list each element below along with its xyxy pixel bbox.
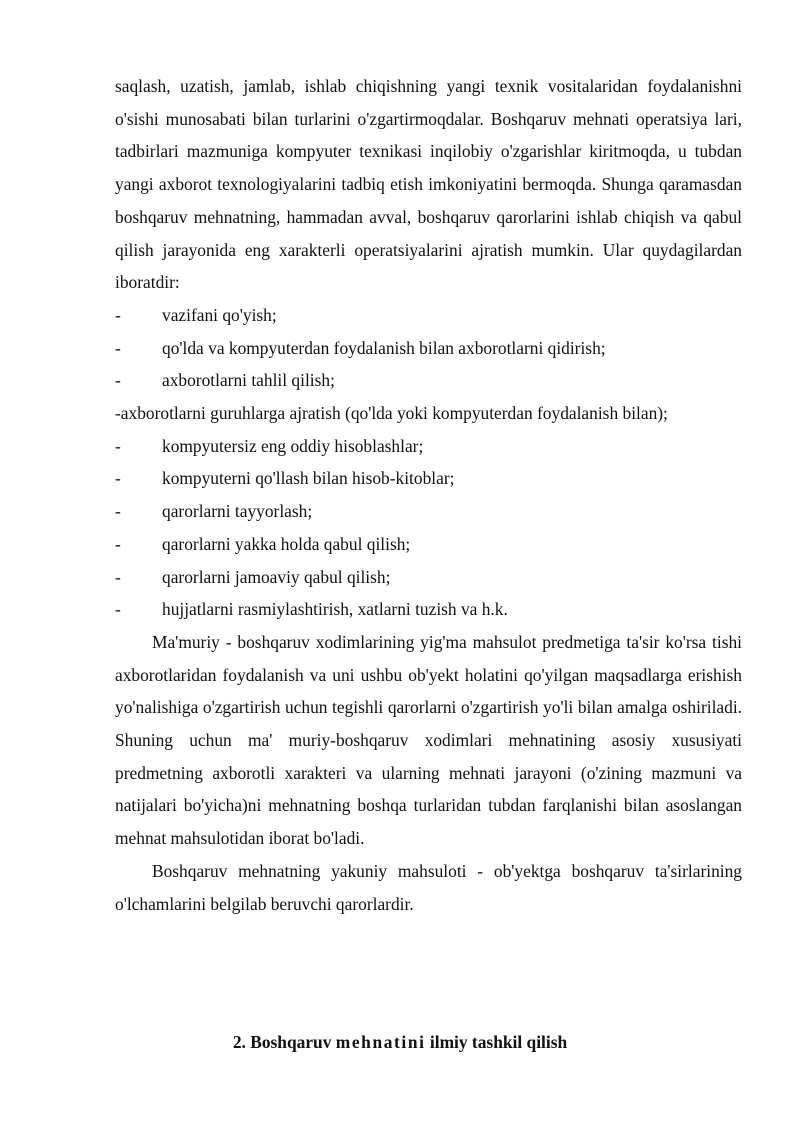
list-item <box>115 430 742 463</box>
list-item-text: qo'lda va kompyuterdan foydalanish bilan axborotlarni qidirish; <box>162 337 606 358</box>
heading-part-1: 2. Boshqaruv <box>232 1032 336 1052</box>
list-item <box>115 561 742 594</box>
list-item <box>115 593 742 626</box>
list-item <box>115 397 742 430</box>
list-dash: - <box>115 403 121 424</box>
list-item-text: axborotlarni tahlil qilish; <box>162 370 335 391</box>
document-body <box>115 70 742 920</box>
list-dash: - <box>115 533 121 554</box>
list-item-text: qarorlarni tayyorlash; <box>162 501 313 522</box>
list-dash: - <box>115 599 121 620</box>
list-item <box>115 332 742 365</box>
paragraph-administrative: Ma'muriy - boshqaruv xodimlarining yig'ma mahsulot predmetiga ta'sir ko'rsa tishi axborotlaridan foydalanish va uni ushbu ob'yekt holatini qo'yilgan maqsadlarga erishish yo'nalishiga o'zgartirish uchun tegishli qarorlarni o'zgartirish yo'li bilan amalga oshiriladi. Shuning uchun ma' muriy-boshqaruv xodimlari mehnatining asosiy xususiyati predmetning axborotli xarakteri va ularning mehnati jarayoni (o'zining mazmuni va natijalari bo'yicha)ni mehnatning boshqa turlaridan tubdan farqlanishi bilan asoslangan mehnat mahsulotidan iborat bo'ladi. <box>115 631 742 849</box>
list-dash: - <box>115 468 121 489</box>
list-item-text: kompyuterni qo'llash bilan hisob-kitoblar; <box>162 468 455 489</box>
heading-part-3: ilmiy tashkil qilish <box>425 1032 568 1052</box>
paragraph-intro: saqlash, uzatish, jamlab, ishlab chiqishning yangi texnik vositalaridan foydalanishni o'sishi munosabati bilan turlarini o'zgartirmoqdalar. Boshqaruv mehnati operatsiya lari, tadbirlari mazmuniga kompyuter texnikasi inqilobiy o'zgarishlar kiritmoqda, u tubdan yangi axborot texnologiyalarini tadbiq etish imkoniyatini bermoqda. Shunga qaramasdan boshqaruv mehnatning, hammadan avval, boshqaruv qarorlarini ishlab chiqish va qabul qilish jarayonida eng xarakterli operatsiyalarini ajratish mumkin. Ular quydagilardan iboratdir: <box>115 76 742 293</box>
list-item <box>115 299 742 332</box>
list-item <box>115 495 742 528</box>
list-item-text: qarorlarni yakka holda qabul qilish; <box>162 533 411 554</box>
list-dash: - <box>115 370 121 391</box>
list-dash: - <box>115 435 121 456</box>
list-item-text: vazifani qo'yish; <box>162 304 277 325</box>
list-item-text: kompyutersiz eng oddiy hisoblashlar; <box>162 435 424 456</box>
list-item <box>115 528 742 561</box>
list-dash: - <box>115 501 121 522</box>
list-item-text: axborotlarni guruhlarga ajratish (qo'lda yoki kompyuterdan foydalanish bilan); <box>120 403 668 424</box>
list-item-text: hujjatlarni rasmiylashtirish, xatlarni tuzish va h.k. <box>162 599 508 620</box>
list-dash: - <box>115 337 121 358</box>
list-item-text: qarorlarni jamoaviy qabul qilish; <box>162 566 391 587</box>
list-dash: - <box>115 566 121 587</box>
section-heading <box>0 1030 800 1054</box>
heading-part-2: mehnatini <box>335 1032 426 1052</box>
paragraph-final-product: Boshqaruv mehnatning yakuniy mahsuloti - ob'yektga boshqaruv ta'sirlarining o'lchamlarini belgilab beruvchi qarorlardir. <box>115 860 742 914</box>
list-dash: - <box>115 304 121 325</box>
list-item <box>115 462 742 495</box>
list-item <box>115 364 742 397</box>
operations-list <box>115 299 742 626</box>
